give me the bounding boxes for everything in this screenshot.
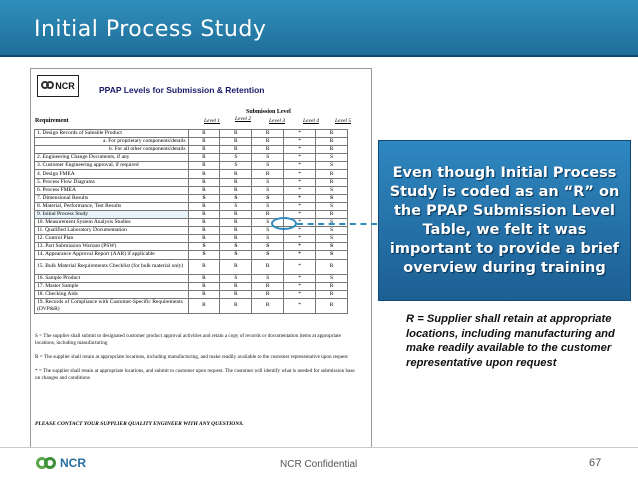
level-5-cell: R (316, 290, 348, 298)
level-3-cell: R (252, 146, 284, 154)
level-2-cell: S (220, 162, 252, 170)
level-1-cell: S (188, 251, 220, 259)
requirement-cell: 1. Design Records of Saleable Product (35, 130, 189, 138)
level-5-cell: R (316, 138, 348, 146)
level-2-cell: S (220, 154, 252, 162)
level-3-cell: S (252, 186, 284, 194)
level-4-heading: Level 4 (303, 118, 320, 124)
table-row (35, 274, 348, 282)
level-3-cell: S (252, 194, 284, 202)
level-2-cell: S (220, 274, 252, 282)
highlight-circle (271, 217, 297, 230)
level-5-cell: R (316, 170, 348, 178)
level-5-cell: S (316, 202, 348, 210)
table-row (35, 235, 348, 243)
requirement-cell: 5. Process Flow Diagrams (35, 178, 189, 186)
level-5-cell: S (316, 154, 348, 162)
requirement-heading: Requirement (35, 118, 69, 124)
level-3-cell: S (252, 227, 284, 235)
level-2-cell: S (220, 251, 252, 259)
level-1-cell: R (188, 259, 220, 274)
table-row (35, 259, 348, 274)
requirement-cell: b. For all other components/details (35, 146, 189, 154)
level-5-cell: R (316, 210, 348, 218)
level-3-cell: R (252, 282, 284, 290)
level-1-cell: R (188, 130, 220, 138)
level-1-cell: R (188, 227, 220, 235)
level-2-cell: R (220, 186, 252, 194)
note-r: R = The supplier shall retain at appropriate locations, including manufacturing, and make readily available to the customer representative upon request (35, 354, 348, 360)
level-5-cell: S (316, 251, 348, 259)
level-1-cell: R (188, 146, 220, 154)
level-4-cell: * (284, 290, 316, 298)
level-4-cell: * (284, 219, 316, 227)
level-1-cell: R (188, 186, 220, 194)
title-divider (0, 55, 638, 57)
level-3-cell: S (252, 235, 284, 243)
level-4-cell: * (284, 274, 316, 282)
note-s: S = The supplier shall submit to designated customer product approval activities and retain a copy of records or documentation items at appropriate locations, including manufacturing (35, 333, 341, 346)
level-4-cell: * (284, 210, 316, 218)
requirement-cell: 14. Appearance Approval Report (AAR) if applicable (35, 251, 189, 259)
level-1-cell: R (188, 178, 220, 186)
requirement-cell: 17. Master Sample (35, 282, 189, 290)
level-3-cell: S (252, 251, 284, 259)
table-row (35, 154, 348, 162)
requirement-cell: 9. Initial Process Study (35, 210, 189, 218)
requirement-cell: a. For proprietary components/details (35, 138, 189, 146)
requirement-cell: 6. Process FMEA (35, 186, 189, 194)
notes (35, 333, 359, 389)
level-4-cell: * (284, 259, 316, 274)
level-2-cell: R (220, 219, 252, 227)
level-3-cell: R (252, 259, 284, 274)
level-1-cell: R (188, 290, 220, 298)
level-1-cell: R (188, 202, 220, 210)
level-4-cell: * (284, 138, 316, 146)
table-row (35, 186, 348, 194)
level-1-cell: R (188, 154, 220, 162)
callout-connector (297, 223, 377, 225)
level-3-cell: R (252, 130, 284, 138)
r-definition: R = Supplier shall retain at appropriate locations, including manufacturing and make readily available to the customer representative upon request (406, 313, 615, 369)
table-row (35, 194, 348, 202)
level-4-cell: * (284, 186, 316, 194)
level-3-cell: S (252, 178, 284, 186)
level-2-cell: R (220, 170, 252, 178)
level-2-cell: R (220, 282, 252, 290)
level-5-cell: S (316, 186, 348, 194)
requirement-cell: 8. Material, Performance, Test Results (35, 202, 189, 210)
requirement-cell: 7. Dimensional Results (35, 194, 189, 202)
level-5-cell: R (316, 130, 348, 138)
submission-level-heading: Submission Level (246, 109, 291, 115)
level-1-cell: R (188, 210, 220, 218)
note-star: * = The supplier shall retain at appropriate locations, and submit to customer upon request. The customer will identify what is needed for submission base on changes and conditions (35, 368, 355, 381)
requirement-cell: 2. Engineering Change Documents, if any (35, 154, 189, 162)
level-1-cell: R (188, 274, 220, 282)
document-logo (37, 75, 79, 97)
level-1-cell: R (188, 219, 220, 227)
level-3-heading: Level 3 (269, 118, 286, 124)
level-3-cell: S (252, 274, 284, 282)
level-4-cell: * (284, 202, 316, 210)
level-3-cell: R (252, 290, 284, 298)
requirement-cell: 12. Control Plan (35, 235, 189, 243)
level-5-cell: S (316, 194, 348, 202)
requirement-cell: 18. Checking Aids (35, 290, 189, 298)
level-4-cell: * (284, 227, 316, 235)
document-title: PPAP Levels for Submission & Retention (99, 85, 265, 95)
footer-divider (0, 447, 638, 448)
level-1-cell: R (188, 162, 220, 170)
confidential-label: NCR Confidential (280, 459, 358, 470)
requirement-cell: 4. Design FMEA (35, 170, 189, 178)
level-2-cell: R (220, 290, 252, 298)
level-5-cell: S (316, 274, 348, 282)
level-1-cell: R (188, 235, 220, 243)
level-5-cell: S (316, 235, 348, 243)
level-4-cell: * (284, 251, 316, 259)
level-5-cell: S (316, 227, 348, 235)
level-4-cell: * (284, 154, 316, 162)
ppap-document (30, 68, 372, 448)
table-row (35, 162, 348, 170)
level-5-cell: R (316, 178, 348, 186)
level-3-cell: R (252, 298, 284, 313)
level-4-cell: * (284, 243, 316, 251)
requirement-cell: 19. Records of Compliance with Customer-Specific Requirements (DVP&R) (35, 298, 189, 313)
table-row (35, 210, 348, 218)
slide-title: Initial Process Study (34, 17, 267, 42)
level-5-cell: S (316, 162, 348, 170)
level-5-heading: Level 5 (335, 118, 352, 124)
requirement-cell: 10. Measurement System Analysis Studies (35, 219, 189, 227)
table-row (35, 146, 348, 154)
table-row (35, 202, 348, 210)
ncr-logo-icon (36, 457, 56, 469)
requirement-cell: 16. Sample Product (35, 274, 189, 282)
level-3-cell: S (252, 154, 284, 162)
level-2-cell: R (220, 259, 252, 274)
level-5-cell: R (316, 259, 348, 274)
level-4-cell: * (284, 235, 316, 243)
requirement-cell: 3. Customer Engineering approval, if required (35, 162, 189, 170)
callout-text: Even though Initial Process Study is coded as an “R” on the PPAP Submission Level Table, we felt it was important to provide a brief overview during training (389, 164, 620, 276)
level-3-cell: S (252, 162, 284, 170)
level-1-cell: R (188, 282, 220, 290)
level-1-cell: R (188, 298, 220, 313)
level-2-cell: R (220, 227, 252, 235)
requirement-cell: 15. Bulk Material Requirements Checklist (for bulk material only) (35, 259, 189, 274)
table-row (35, 130, 348, 138)
level-2-cell: S (220, 202, 252, 210)
level-2-cell: R (220, 298, 252, 313)
level-2-cell: R (220, 178, 252, 186)
document-logo-text: NCR (55, 81, 75, 91)
level-3-cell: R (252, 170, 284, 178)
level-4-cell: * (284, 170, 316, 178)
level-5-cell: R (316, 282, 348, 290)
footer-logo-text: NCR (60, 456, 86, 470)
level-2-cell: S (220, 194, 252, 202)
table-row (35, 282, 348, 290)
level-4-cell: * (284, 130, 316, 138)
table-row (35, 290, 348, 298)
table-row (35, 227, 348, 235)
table-row (35, 298, 348, 313)
page-number: 67 (589, 457, 602, 469)
level-4-cell: * (284, 194, 316, 202)
level-2-heading: Level 2 (235, 116, 252, 122)
level-1-cell: S (188, 243, 220, 251)
level-1-cell: S (188, 194, 220, 202)
level-1-cell: R (188, 170, 220, 178)
level-2-cell: R (220, 210, 252, 218)
table-row (35, 170, 348, 178)
ncr-logo-icon (41, 81, 53, 91)
table-row (35, 138, 348, 146)
level-2-cell: R (220, 235, 252, 243)
table-row (35, 178, 348, 186)
level-4-cell: * (284, 162, 316, 170)
level-5-cell: R (316, 298, 348, 313)
level-3-cell: S (252, 243, 284, 251)
level-3-cell: R (252, 138, 284, 146)
level-2-cell: S (220, 243, 252, 251)
footer-logo (36, 456, 86, 470)
level-1-cell: R (188, 138, 220, 146)
table-row (35, 251, 348, 259)
level-5-cell: R (316, 146, 348, 154)
table-row (35, 243, 348, 251)
level-4-cell: * (284, 146, 316, 154)
requirement-cell: 11. Qualified Laboratory Documentation (35, 227, 189, 235)
level-2-cell: R (220, 146, 252, 154)
level-3-cell: S (252, 219, 284, 227)
level-4-cell: * (284, 282, 316, 290)
level-2-cell: R (220, 130, 252, 138)
level-4-cell: * (284, 178, 316, 186)
level-5-cell: S (316, 219, 348, 227)
callout-box (378, 140, 631, 301)
level-3-cell: R (252, 210, 284, 218)
contact-note: PLEASE CONTACT YOUR SUPPLIER QUALITY ENGINEER WITH ANY QUESTIONS. (35, 421, 244, 427)
level-1-heading: Level 1 (204, 118, 221, 124)
level-2-cell: R (220, 138, 252, 146)
level-4-cell: * (284, 298, 316, 313)
level-3-cell: S (252, 202, 284, 210)
level-5-cell: S (316, 243, 348, 251)
requirement-cell: 13. Part Submission Warrant (PSW) (35, 243, 189, 251)
ppap-levels-table (34, 129, 348, 314)
